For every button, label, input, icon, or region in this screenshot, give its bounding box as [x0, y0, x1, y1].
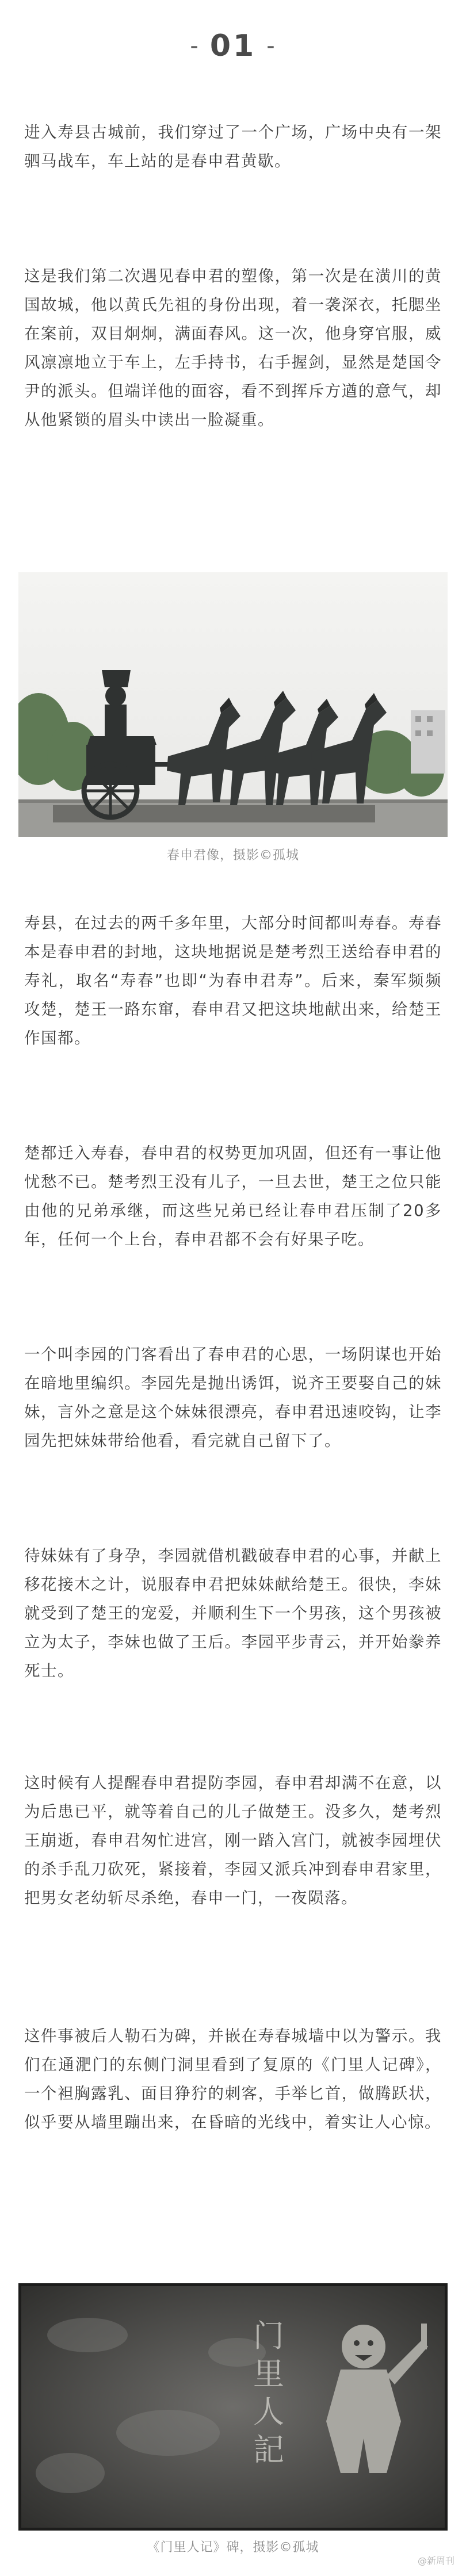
article-paragraph: 这件事被后人勒石为碑，并嵌在寿春城墙中以为警示。我们在通淝门的东侧门洞里看到了复原的《门里人记碑》，一个袒胸露乳、面目狰狞的刺客，手举匕首，做腾跃状，似乎要从墙里蹦出来，在昏暗的光线中，着实让人心惊。 — [24, 2027, 442, 2131]
article-paragraph: 楚都迁入寿春，春申君的权势更加巩固，但还有一事让他忧愁不已。楚考烈王没有儿子，一旦去世，楚王之位只能由他的兄弟承继，而这些兄弟已经让春申君压制了20多年，任何一个上台，春申君都不会有好果子吃。 — [24, 1144, 442, 1249]
section-header — [0, 23, 466, 69]
article-paragraph: 寿县，在过去的两千多年里，大部分时间都叫寿春。寿春本是春申君的封地，这块地据说是楚考烈王送给春申君的寿礼，取名“寿春”也即“为春申君寿”。后来，秦军频频攻楚，楚王一路东窜，春申君又把这块地献出来，给楚王作国都。 — [24, 914, 442, 1047]
article-paragraph: 这时候有人提醒春申君提防李园，春申君却满不在意，以为后患已平，就等着自己的儿子做楚王。没多久，楚考烈王崩逝，春申君匆忙进宫，刚一踏入宫门，就被李园埋伏的杀手乱刀砍死，紧接着，李园又派兵冲到春申君家里，把男女老幼斩尽杀绝，春申一门，一夜陨落。 — [24, 1774, 442, 1907]
photo-caption: 《门里人记》碑，摄影©孤城 — [147, 2540, 319, 2555]
watermark: @新周刊 — [417, 2555, 454, 2566]
article-paragraph: 这是我们第二次遇见春申君的塑像，第一次是在潢川的黄国故城，他以黄氏先祖的身份出现，着一袭深衣，托腮坐在案前，双目炯炯，满面春风。这一次，他身穿官服，威风凛凛地立于车上，左手持书，右手握剑，显然是楚国令尹的派头。但端详他的面容，看不到挥斥方遒的意气，却从他紧锁的眉头中读出一脸凝重。 — [24, 267, 442, 429]
article-paragraph: 一个叫李园的门客看出了春申君的心思，一场阴谋也开始在暗地里编织。李园先是抛出诱饵，说齐王要娶自己的妹妹，言外之意是这个妹妹很漂亮，春申君迅速咬钩，让李园先把妹妹带给他看，看完就自己留下了。 — [24, 1345, 442, 1450]
article-paragraph: 待妹妹有了身孕，李园就借机戳破春申君的心事，并献上移花接木之计，说服春申君把妹妹献给楚王。很快，李妹就受到了楚王的宠爱，并顺利生下一个男孩，这个男孩被立为太子，李妹也做了王后。李园平步青云，并开始豢养死士。 — [24, 1547, 442, 1680]
stele-image — [18, 2283, 448, 2531]
section-number: 01 — [209, 29, 257, 63]
stele-photo — [18, 2283, 448, 2531]
photo-caption: 春申君像，摄影©孤城 — [166, 848, 299, 863]
stele-char: 门里人記 — [253, 2318, 284, 2468]
article-paragraph: 进入寿县古城前，我们穿过了一个广场，广场中央有一架驷马战车，车上站的是春申君黄歇。 — [24, 123, 442, 170]
chariot-statue-image — [18, 572, 448, 837]
section-dash-left: - — [190, 33, 200, 59]
section-dash-right: - — [266, 33, 276, 59]
chariot-statue-photo — [18, 572, 448, 837]
